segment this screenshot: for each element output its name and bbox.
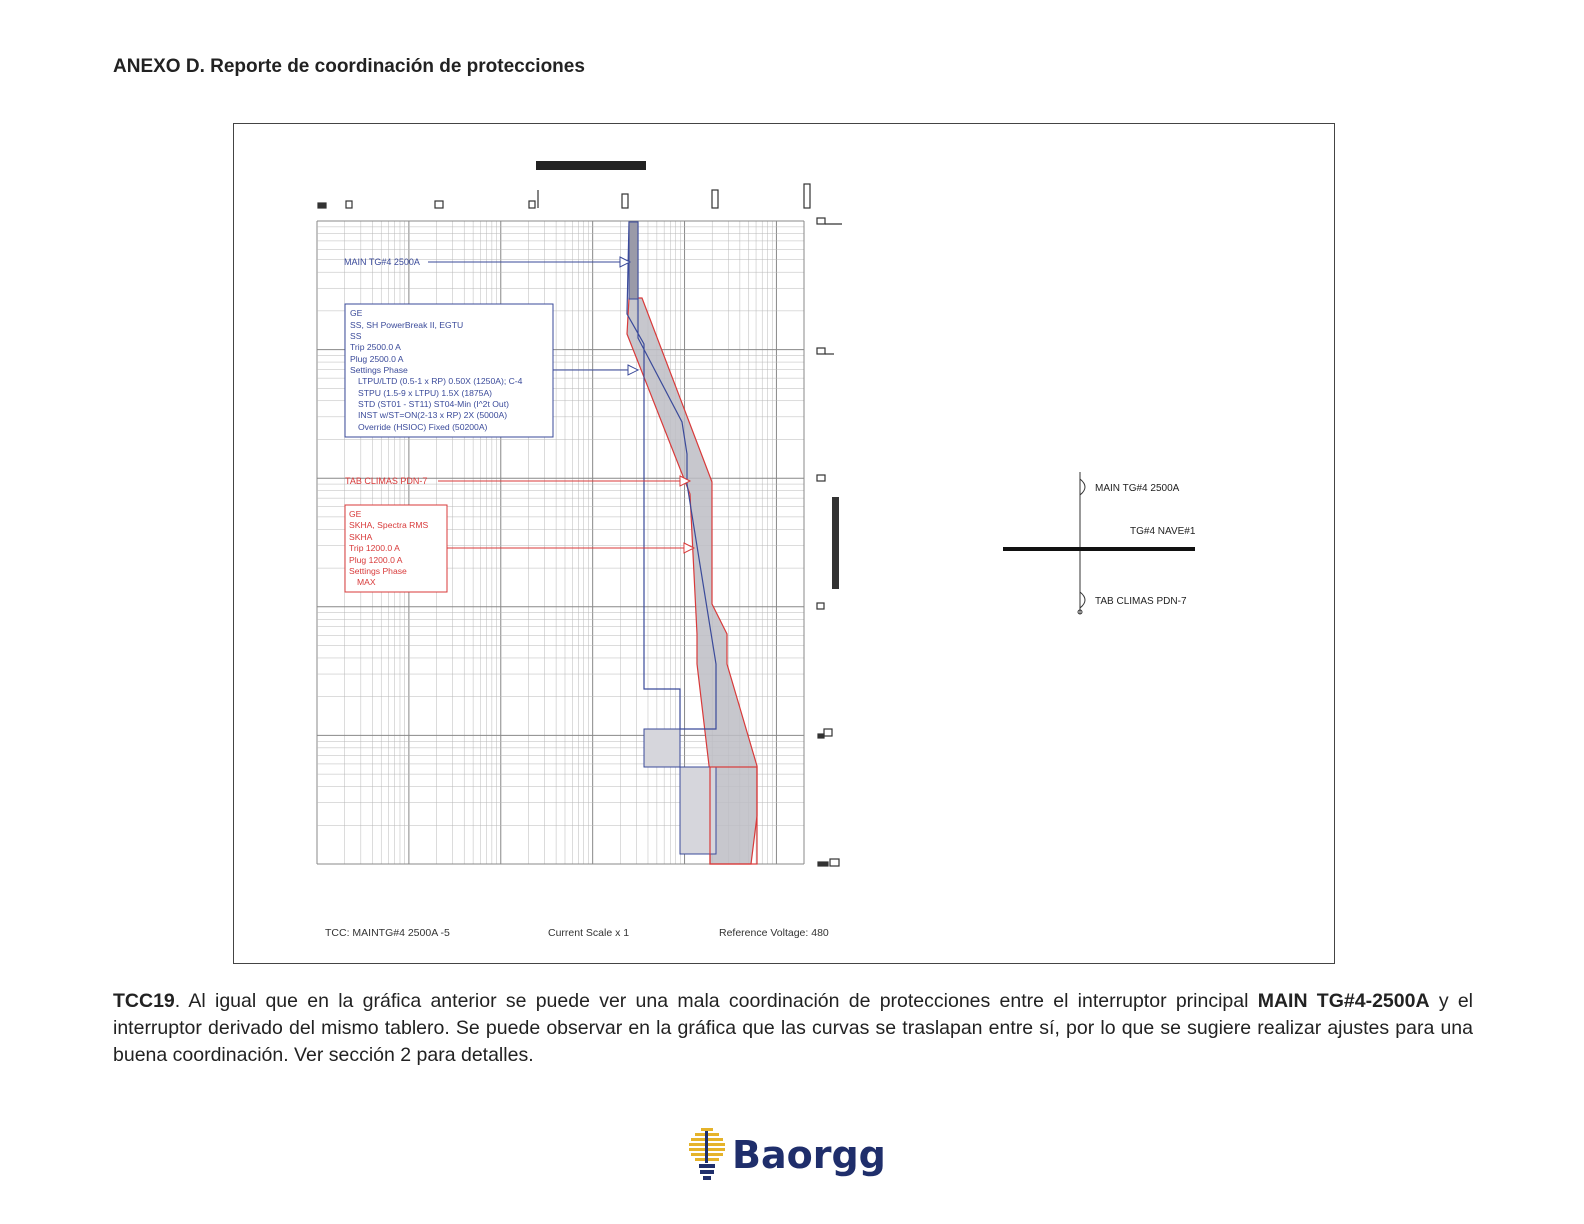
feeder-box-line: SKHA, Spectra RMS: [349, 520, 429, 530]
main-box-line: Trip 2500.0 A: [350, 342, 401, 352]
company-logo: [688, 1125, 886, 1185]
feeder-box-line: Plug 1200.0 A: [349, 555, 403, 565]
chart-title-marks: [536, 161, 646, 170]
feeder-breaker-symbol: [1080, 592, 1085, 608]
tcc-footer-scale: Current Scale x 1: [548, 927, 630, 939]
feeder-box-line: Settings Phase: [349, 566, 407, 576]
feeder-curve-label: TAB CLIMAS PDN-7: [345, 476, 428, 486]
main-curve-label: MAIN TG#4 2500A: [344, 257, 420, 267]
feeder-box-line: Trip 1200.0 A: [349, 543, 400, 553]
main-box-line: Plug 2500.0 A: [350, 354, 404, 364]
figure-caption: [113, 988, 1473, 1069]
tcc-footer-voltage: Reference Voltage: 480: [719, 927, 829, 939]
feeder-box-line: MAX: [357, 577, 376, 587]
main-box-line: LTPU/LTD (0.5-1 x RP) 0.50X (1250A); C-4: [358, 376, 523, 386]
main-box-line: INST w/ST=ON(2-13 x RP) 2X (5000A): [358, 410, 508, 420]
oneline-bus-label: TG#4 NAVE#1: [1130, 526, 1196, 537]
main-box-line: Override (HSIOC) Fixed (50200A): [358, 422, 488, 432]
main-box-line: SS: [350, 331, 362, 341]
main-box-line: GE: [350, 308, 363, 318]
oneline-feeder-label: TAB CLIMAS PDN-7: [1095, 596, 1187, 607]
logo-text: Baorgg: [732, 1133, 886, 1177]
main-box-line: STPU (1.5-9 x LTPU) 1.5X (1875A): [358, 388, 493, 398]
main-box-line: Settings Phase: [350, 365, 408, 375]
caption-text-1: . Al igual que en la gráfica anterior se puede ver una mala coordinación de protecciones entre el interruptor principal: [174, 990, 1258, 1012]
feeder-box-line: GE: [349, 509, 362, 519]
caption-text-2: y el interruptor derivado del mismo tablero. Se puede observar en la gráfica que las curvas se traslapan entre sí, por lo que se sugiere realizar ajustes para una buena coordinación. Ver sección 2 para detalles.: [113, 990, 1474, 1066]
page-heading: ANEXO D. Reporte de coordinación de protecciones: [113, 56, 585, 77]
caption-tag: TCC19: [113, 990, 175, 1012]
main-band-top: [629, 222, 638, 299]
lightbulb-icon: [688, 1126, 726, 1184]
main-breaker-symbol: [1080, 479, 1085, 495]
caption-bold: MAIN TG#4-2500A: [1257, 990, 1430, 1012]
feeder-box-line: SKHA: [349, 532, 373, 542]
tcc-footer-name: TCC: MAINTG#4 2500A -5: [325, 927, 450, 939]
one-line-diagram: [1003, 472, 1196, 614]
main-box-line: SS, SH PowerBreak II, EGTU: [350, 320, 464, 330]
right-axis-marks: [817, 218, 842, 866]
tcc-chart-frame: [233, 123, 1335, 964]
oneline-main-label: MAIN TG#4 2500A: [1095, 483, 1180, 494]
tcc-chart: [234, 124, 1334, 963]
top-axis-marks: [318, 184, 810, 208]
main-box-line: STD (ST01 - ST11) ST04-Min (I^2t Out): [358, 399, 509, 409]
